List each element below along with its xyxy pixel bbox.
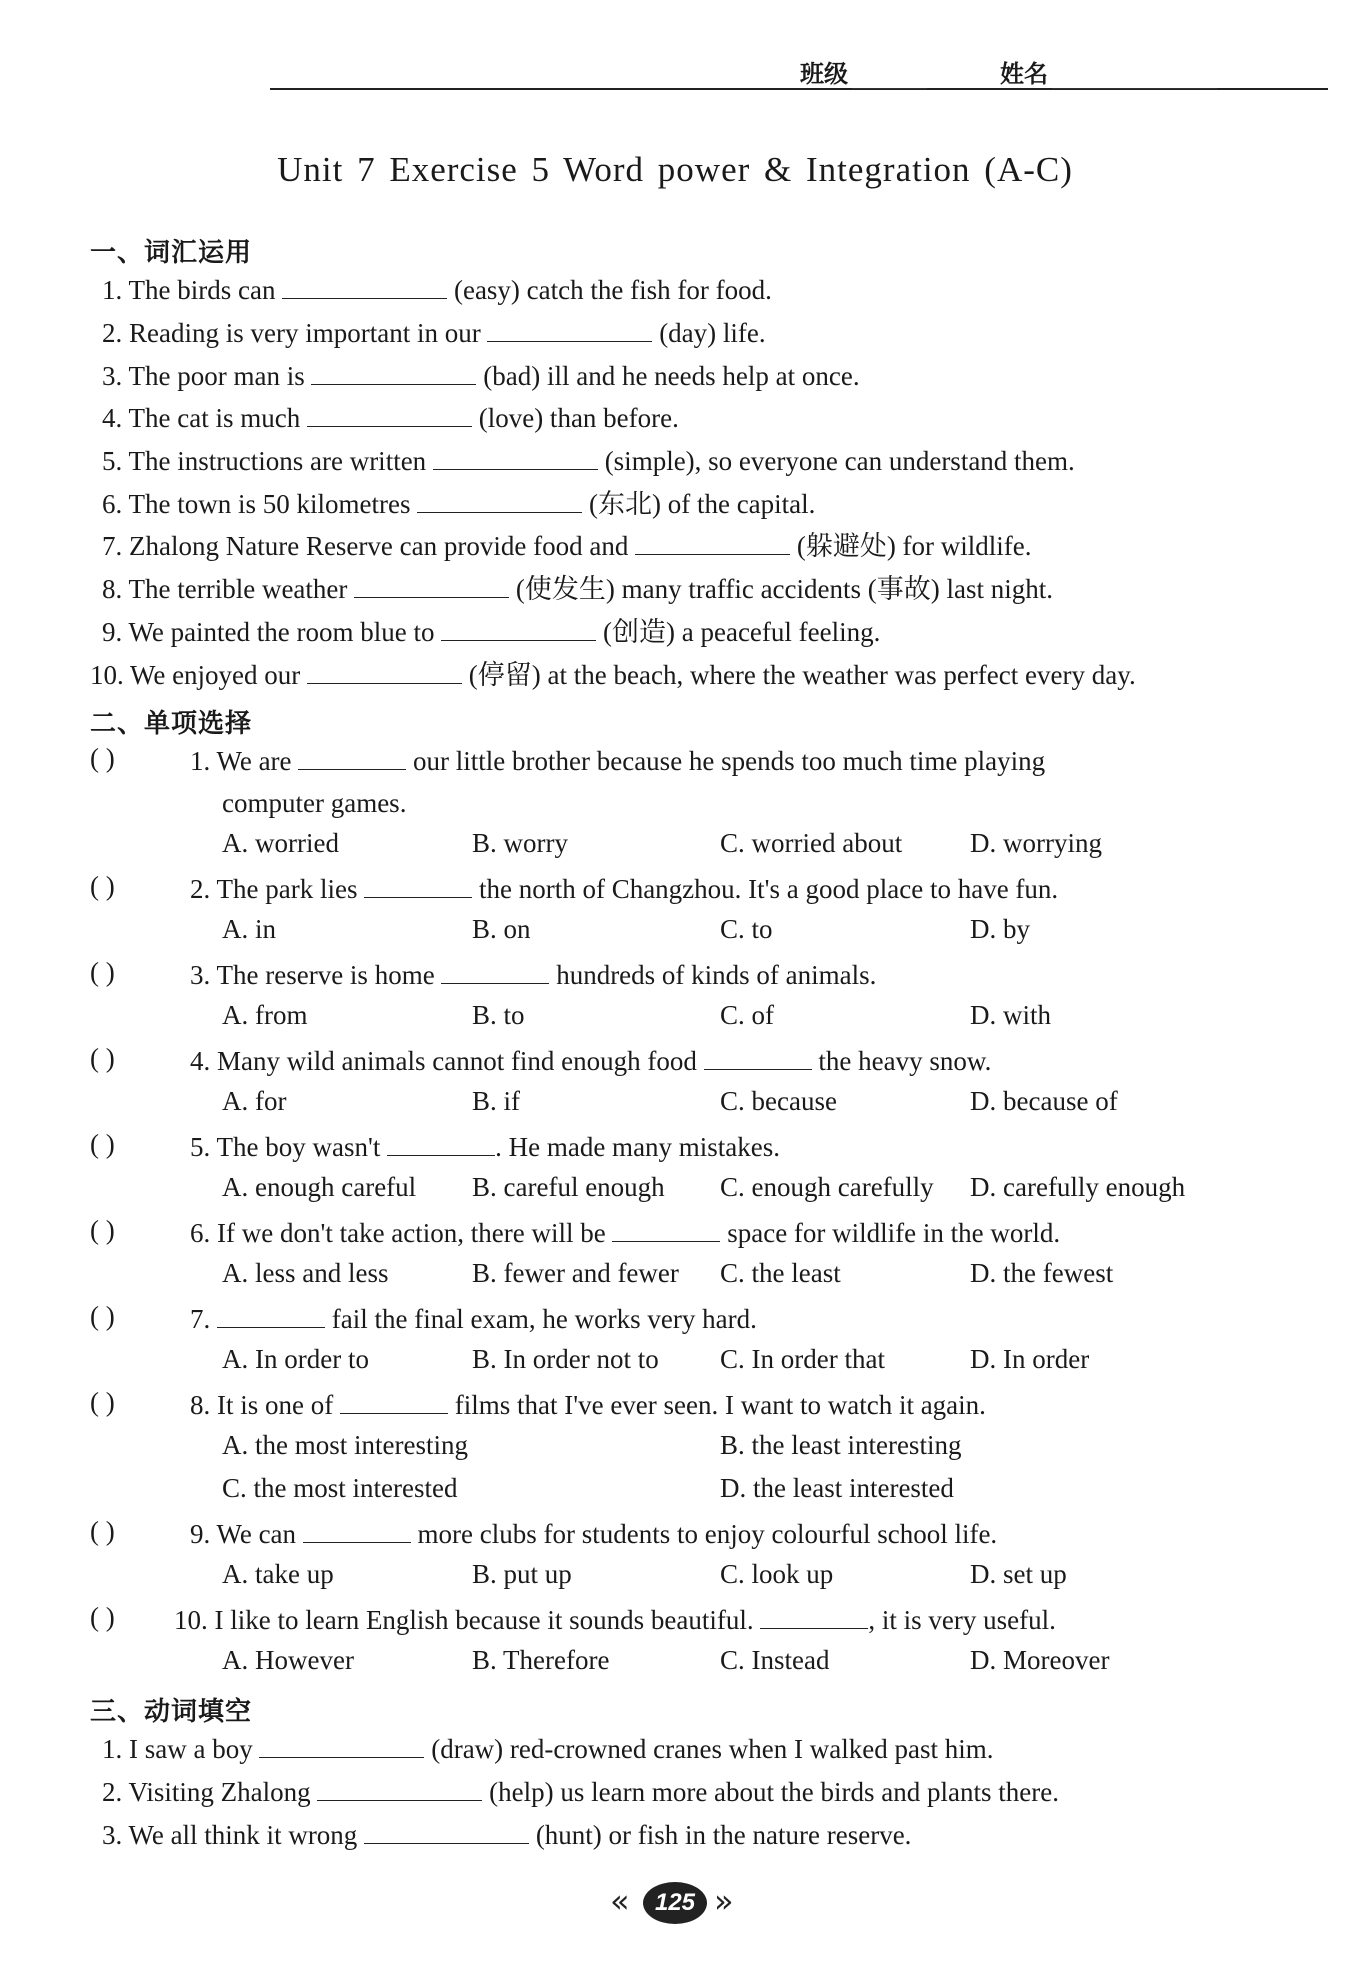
list-item [102,272,772,307]
question-text: . He made many mistakes. [495,1132,781,1162]
list-item [102,1817,911,1852]
item-text: The poor man is [128,361,305,391]
option-c[interactable]: C. of [720,1000,774,1030]
question-number: 3. [190,960,211,990]
question-text: We can [216,1519,297,1549]
question-text: more clubs for students to enjoy colourful school life. [417,1519,998,1549]
double-chevron-right-icon: » [714,1882,734,1920]
answer-bracket[interactable]: ( ) [90,1301,115,1331]
option-c[interactable]: C. Instead [720,1645,830,1675]
item-number: 1. [102,1734,123,1764]
page-header [270,48,1328,90]
answer-bracket[interactable]: ( ) [90,1129,115,1159]
answer-blank[interactable] [441,614,596,641]
item-number: 9. [102,617,123,647]
item-text: The birds can [128,275,276,305]
page-number: 125 [643,1882,707,1924]
item-text: (停留) at the beach, where the weather was perfect every day. [468,660,1136,690]
question-text: space for wildlife in the world. [727,1218,1061,1248]
class-blank[interactable] [852,88,927,89]
item-text: (easy) catch the fish for food. [453,275,772,305]
question-text: , it is very useful. [868,1605,1056,1635]
answer-blank[interactable] [364,871,472,898]
name-blank[interactable] [1052,88,1217,89]
section-heading-multiple-choice: 二、单项选择 [90,709,253,739]
item-text: (draw) red-crowned cranes when I walked past him. [431,1734,994,1764]
item-text: (simple), so everyone can understand them. [604,446,1075,476]
question [190,957,876,992]
question-number: 9. [190,1519,211,1549]
page-title: Unit 7 Exercise 5 Word power & Integration (A-C) [277,150,1073,189]
option-a[interactable]: A. the most interesting [222,1430,468,1460]
list-item [102,571,1053,606]
list-item [102,614,880,649]
item-text: (创造) a peaceful feeling. [603,617,881,647]
option-d[interactable]: D. by [970,914,1030,944]
option-b[interactable]: B. to [472,1000,525,1030]
question [190,1516,997,1551]
question [190,1387,986,1422]
answer-blank[interactable] [354,571,509,598]
option-d[interactable]: D. carefully enough [970,1172,1186,1202]
question-text: If we don't take action, there will be [217,1218,606,1248]
option-b[interactable]: B. fewer and fewer [472,1258,679,1288]
option-a[interactable]: A. for [222,1086,287,1116]
answer-blank[interactable] [307,657,462,684]
question-text: films that I've ever seen. I want to watch it again. [454,1390,986,1420]
double-chevron-left-icon: « [610,1882,630,1920]
question-text: It is one of [217,1390,334,1420]
item-text: We painted the room blue to [128,617,435,647]
option-a[interactable]: A. take up [222,1559,334,1589]
option-a[interactable]: A. In order to [222,1344,369,1374]
list-item [102,1731,994,1766]
question [190,743,1045,778]
item-number: 10. [90,660,124,690]
item-text: I saw a boy [129,1734,253,1764]
question [190,1215,1060,1250]
item-text: (hunt) or fish in the nature reserve. [535,1820,912,1850]
question-number: 4. [190,1046,211,1076]
item-number: 7. [102,531,123,561]
item-text: The town is 50 kilometres [128,489,411,519]
list-item [102,400,679,435]
question [190,1129,780,1164]
answer-blank[interactable] [487,315,652,342]
option-d[interactable]: D. Moreover [970,1645,1110,1675]
list-item [102,315,766,350]
answer-bracket[interactable]: ( ) [90,743,115,773]
item-text: (东北) of the capital. [588,489,816,519]
item-number: 3. [102,361,123,391]
answer-blank[interactable] [282,272,447,299]
option-d[interactable]: D. with [970,1000,1051,1030]
question-text: our little brother because he spends too much time playing [413,746,1046,776]
question-number: 7. [190,1304,211,1334]
option-a[interactable]: A. from [222,1000,308,1030]
question-number: 5. [190,1132,211,1162]
option-d[interactable]: D. set up [970,1559,1067,1589]
answer-blank[interactable] [364,1817,529,1844]
option-d[interactable]: D. the fewest [970,1258,1114,1288]
option-d[interactable]: D. worrying [970,828,1102,858]
option-b[interactable]: B. In order not to [472,1344,659,1374]
option-b[interactable]: B. on [472,914,531,944]
list-item [90,657,1136,692]
answer-blank[interactable] [704,1043,812,1070]
answer-bracket[interactable]: ( ) [90,1215,115,1245]
answer-bracket[interactable]: ( ) [90,1516,115,1546]
option-b[interactable]: B. the least interesting [720,1430,962,1460]
option-d[interactable]: D. because of [970,1086,1118,1116]
item-text: (love) than before. [478,403,679,433]
question-number: 8. [190,1390,211,1420]
answer-blank[interactable] [340,1387,448,1414]
question-number: 2. [190,874,211,904]
question-text: Many wild animals cannot find enough food [217,1046,697,1076]
question [190,1301,757,1336]
question-number: 6. [190,1218,211,1248]
item-number: 4. [102,403,123,433]
question-text: I like to learn English because it sounds beautiful. [214,1605,754,1635]
item-text: Reading is very important in our [129,318,481,348]
option-b[interactable]: B. put up [472,1559,572,1589]
question-number: 10. [174,1605,208,1635]
item-number: 1. [102,275,123,305]
answer-bracket[interactable]: ( ) [90,871,115,901]
answer-blank[interactable] [317,1774,482,1801]
answer-bracket[interactable]: ( ) [90,1602,115,1632]
list-item [102,1774,1059,1809]
option-c[interactable]: C. the least [720,1258,841,1288]
option-b[interactable]: B. worry [472,828,568,858]
answer-blank[interactable] [433,443,598,470]
answer-blank[interactable] [259,1731,424,1758]
item-text: (躲避处) for wildlife. [796,531,1032,561]
option-b[interactable]: B. if [472,1086,521,1116]
item-text: Zhalong Nature Reserve can provide food and [129,531,629,561]
list-item [102,358,860,393]
option-c[interactable]: C. because [720,1086,837,1116]
name-field [1000,54,1217,89]
list-item [102,528,1032,563]
option-c[interactable]: C. enough carefully [720,1172,934,1202]
item-text: We all think it wrong [128,1820,358,1850]
question-text: The reserve is home [216,960,435,990]
option-b[interactable]: B. careful enough [472,1172,665,1202]
option-c[interactable]: C. In order that [720,1344,885,1374]
option-b[interactable]: B. Therefore [472,1645,610,1675]
item-number: 2. [102,1777,123,1807]
item-text: (使发生) many traffic accidents (事故) last night. [515,574,1053,604]
item-number: 8. [102,574,123,604]
answer-blank[interactable] [417,486,582,513]
list-item [102,443,1075,478]
list-item [102,486,815,521]
item-number: 3. [102,1820,123,1850]
answer-blank[interactable] [303,1516,411,1543]
answer-blank[interactable] [311,358,476,385]
answer-bracket[interactable]: ( ) [90,1387,115,1417]
option-d[interactable]: D. In order [970,1344,1090,1374]
item-text: Visiting Zhalong [128,1777,311,1807]
item-text: We enjoyed our [130,660,301,690]
option-a[interactable]: A. less and less [222,1258,389,1288]
class-field [800,54,927,89]
option-c[interactable]: C. the most interested [222,1473,458,1503]
item-text: The terrible weather [128,574,348,604]
option-a[interactable]: A. enough careful [222,1172,417,1202]
question-text: hundreds of kinds of animals. [556,960,877,990]
item-text: The instructions are written [128,446,427,476]
name-label: 姓名 [1000,59,1048,88]
item-text: The cat is much [128,403,301,433]
answer-blank[interactable] [217,1301,325,1328]
answer-blank[interactable] [441,957,549,984]
item-number: 5. [102,446,123,476]
answer-blank[interactable] [307,400,472,427]
option-c[interactable]: C. worried about [720,828,903,858]
answer-bracket[interactable]: ( ) [90,957,115,987]
answer-blank[interactable] [635,528,790,555]
item-text: (bad) ill and he needs help at once. [483,361,860,391]
answer-bracket[interactable]: ( ) [90,1043,115,1073]
item-number: 2. [102,318,123,348]
option-a[interactable]: A. in [222,914,276,944]
item-text: (day) life. [659,318,766,348]
question-text: The park lies [216,874,358,904]
question-continuation: computer games. [222,788,407,818]
question-text: We are [216,746,292,776]
answer-blank[interactable] [298,743,406,770]
question-text: the heavy snow. [818,1046,992,1076]
class-label: 班级 [800,59,848,88]
section-heading-vocabulary: 一、词汇运用 [90,238,253,268]
question [174,1602,1056,1637]
question-text: The boy wasn't [216,1132,381,1162]
page-number-badge [610,1878,740,1928]
answer-blank[interactable] [387,1129,495,1156]
question-number: 1. [190,746,211,776]
option-d[interactable]: D. the least interested [720,1473,954,1503]
item-number: 6. [102,489,123,519]
question [190,871,1058,906]
question [190,1043,991,1078]
question-text: the north of Changzhou. It's a good place to have fun. [478,874,1059,904]
option-c[interactable]: C. to [720,914,773,944]
item-text: (help) us learn more about the birds and plants there. [489,1777,1059,1807]
option-a[interactable]: A. However [222,1645,354,1675]
question-text: fail the final exam, he works very hard. [331,1304,757,1334]
answer-blank[interactable] [612,1215,720,1242]
answer-blank[interactable] [760,1602,868,1629]
option-a[interactable]: A. worried [222,828,339,858]
option-c[interactable]: C. look up [720,1559,834,1589]
section-heading-verb-fill: 三、动词填空 [90,1697,253,1727]
